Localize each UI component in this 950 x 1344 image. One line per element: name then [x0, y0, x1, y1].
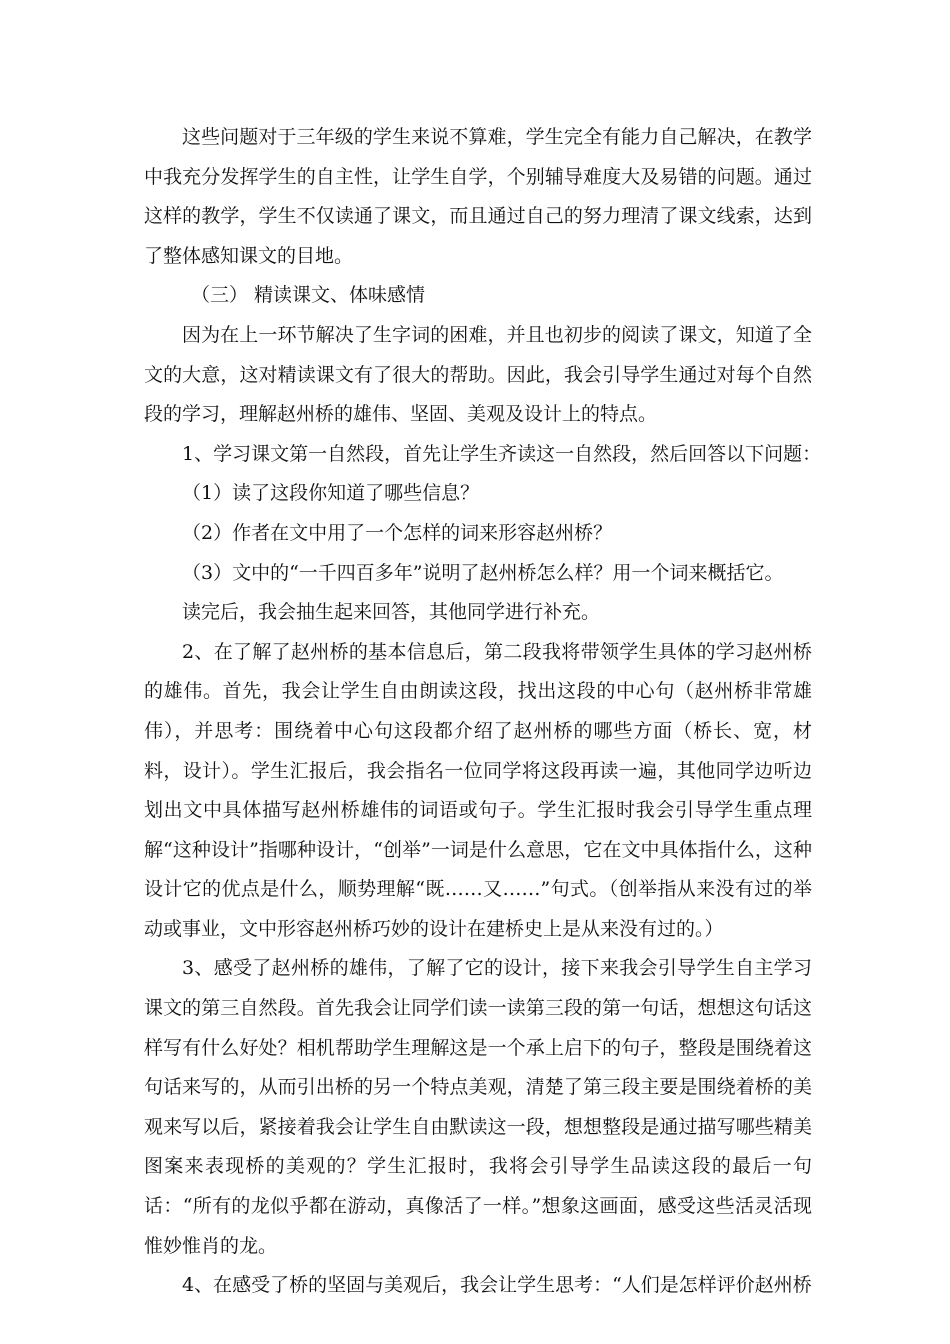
paragraph-5: 2、在了解了赵州桥的基本信息后，第二段我将带领学生具体的学习赵州桥的雄伟。首先，我会让学生自由朗读这段，找出这段的中心句（赵州桥非常雄伟），并思考：围绕着中心句这段都介绍了赵州桥的哪些方面（桥长、宽，材料，设计）。学生汇报后，我会指名一位同学将这段再读一遍，其他同学边听边划出文中具体描写赵州桥雄伟的词语或句子。学生汇报时我会引导学生重点理解“这种设计”指哪种设计，“创举”一词是什么意思，它在文中具体指什么，这种设计它的优点是什么，顺势理解“既……又……”句式。（创举指从来没有过的举动或事业，文中形容赵州桥巧妙的设计在建桥史上是从来没有过的。）	[144, 640, 812, 940]
paragraph-4: 读完后，我会抽生起来回答，其他同学进行补充。	[182, 601, 601, 624]
paragraph-2: 因为在上一环节解决了生字词的困难，并且也初步的阅读了课文，知道了全文的大意，这对精读课文有了很大的帮助。因此，我会引导学生通过对每个自然段的学习，理解赵州桥的雄伟、坚固、美观及设计上的特点。	[144, 323, 812, 426]
question-2: （2）作者在文中用了一个怎样的词来形容赵州桥？	[182, 521, 613, 544]
paragraph-6: 3、感受了赵州桥的雄伟，了解了它的设计，接下来我会引导学生自主学习课文的第三自然段。首先我会让同学们读一读第三段的第一句话，想想这句话这样写有什么好处？相机帮助学生理解这是一个承上启下的句子，整段是围绕着这句话来写的，从而引出桥的另一个特点美观，清楚了第三段主要是围绕着桥的美观来写以后，紧接着我会让学生自由默读这一段，想想整段是通过描写哪些精美图案来表现桥的美观的？学生汇报时，我将会引导学生品读这段的最后一句话：“所有的龙似乎都在游动，真像活了一样。”想象这画面，感受这些活灵活现惟妙惟肖的龙。	[144, 957, 812, 1257]
question-1: （1）读了这段你知道了哪些信息？	[182, 482, 480, 505]
paragraph-1: 这些问题对于三年级的学生来说不算难，学生完全有能力自己解决，在教学中我充分发挥学生的自主性，让学生自学，个别辅导难度大及易错的问题。通过这样的教学，学生不仅读通了课文，而且通过自己的努力理清了课文线索，达到了整体感知课文的目地。	[144, 126, 812, 267]
paragraph-3: 1、学习课文第一自然段，首先让学生齐读这一自然段，然后回答以下问题：	[182, 442, 822, 465]
section-heading: （三） 精读课文、体味感情	[191, 284, 426, 307]
document-page	[144, 118, 822, 1306]
question-3: （3）文中的“一千四百多年”说明了赵州桥怎么样？用一个词来概括它。	[182, 561, 784, 584]
paragraph-7: 4、在感受了桥的坚固与美观后，我会让学生思考：“人们是怎样评价赵州桥	[182, 1274, 812, 1297]
